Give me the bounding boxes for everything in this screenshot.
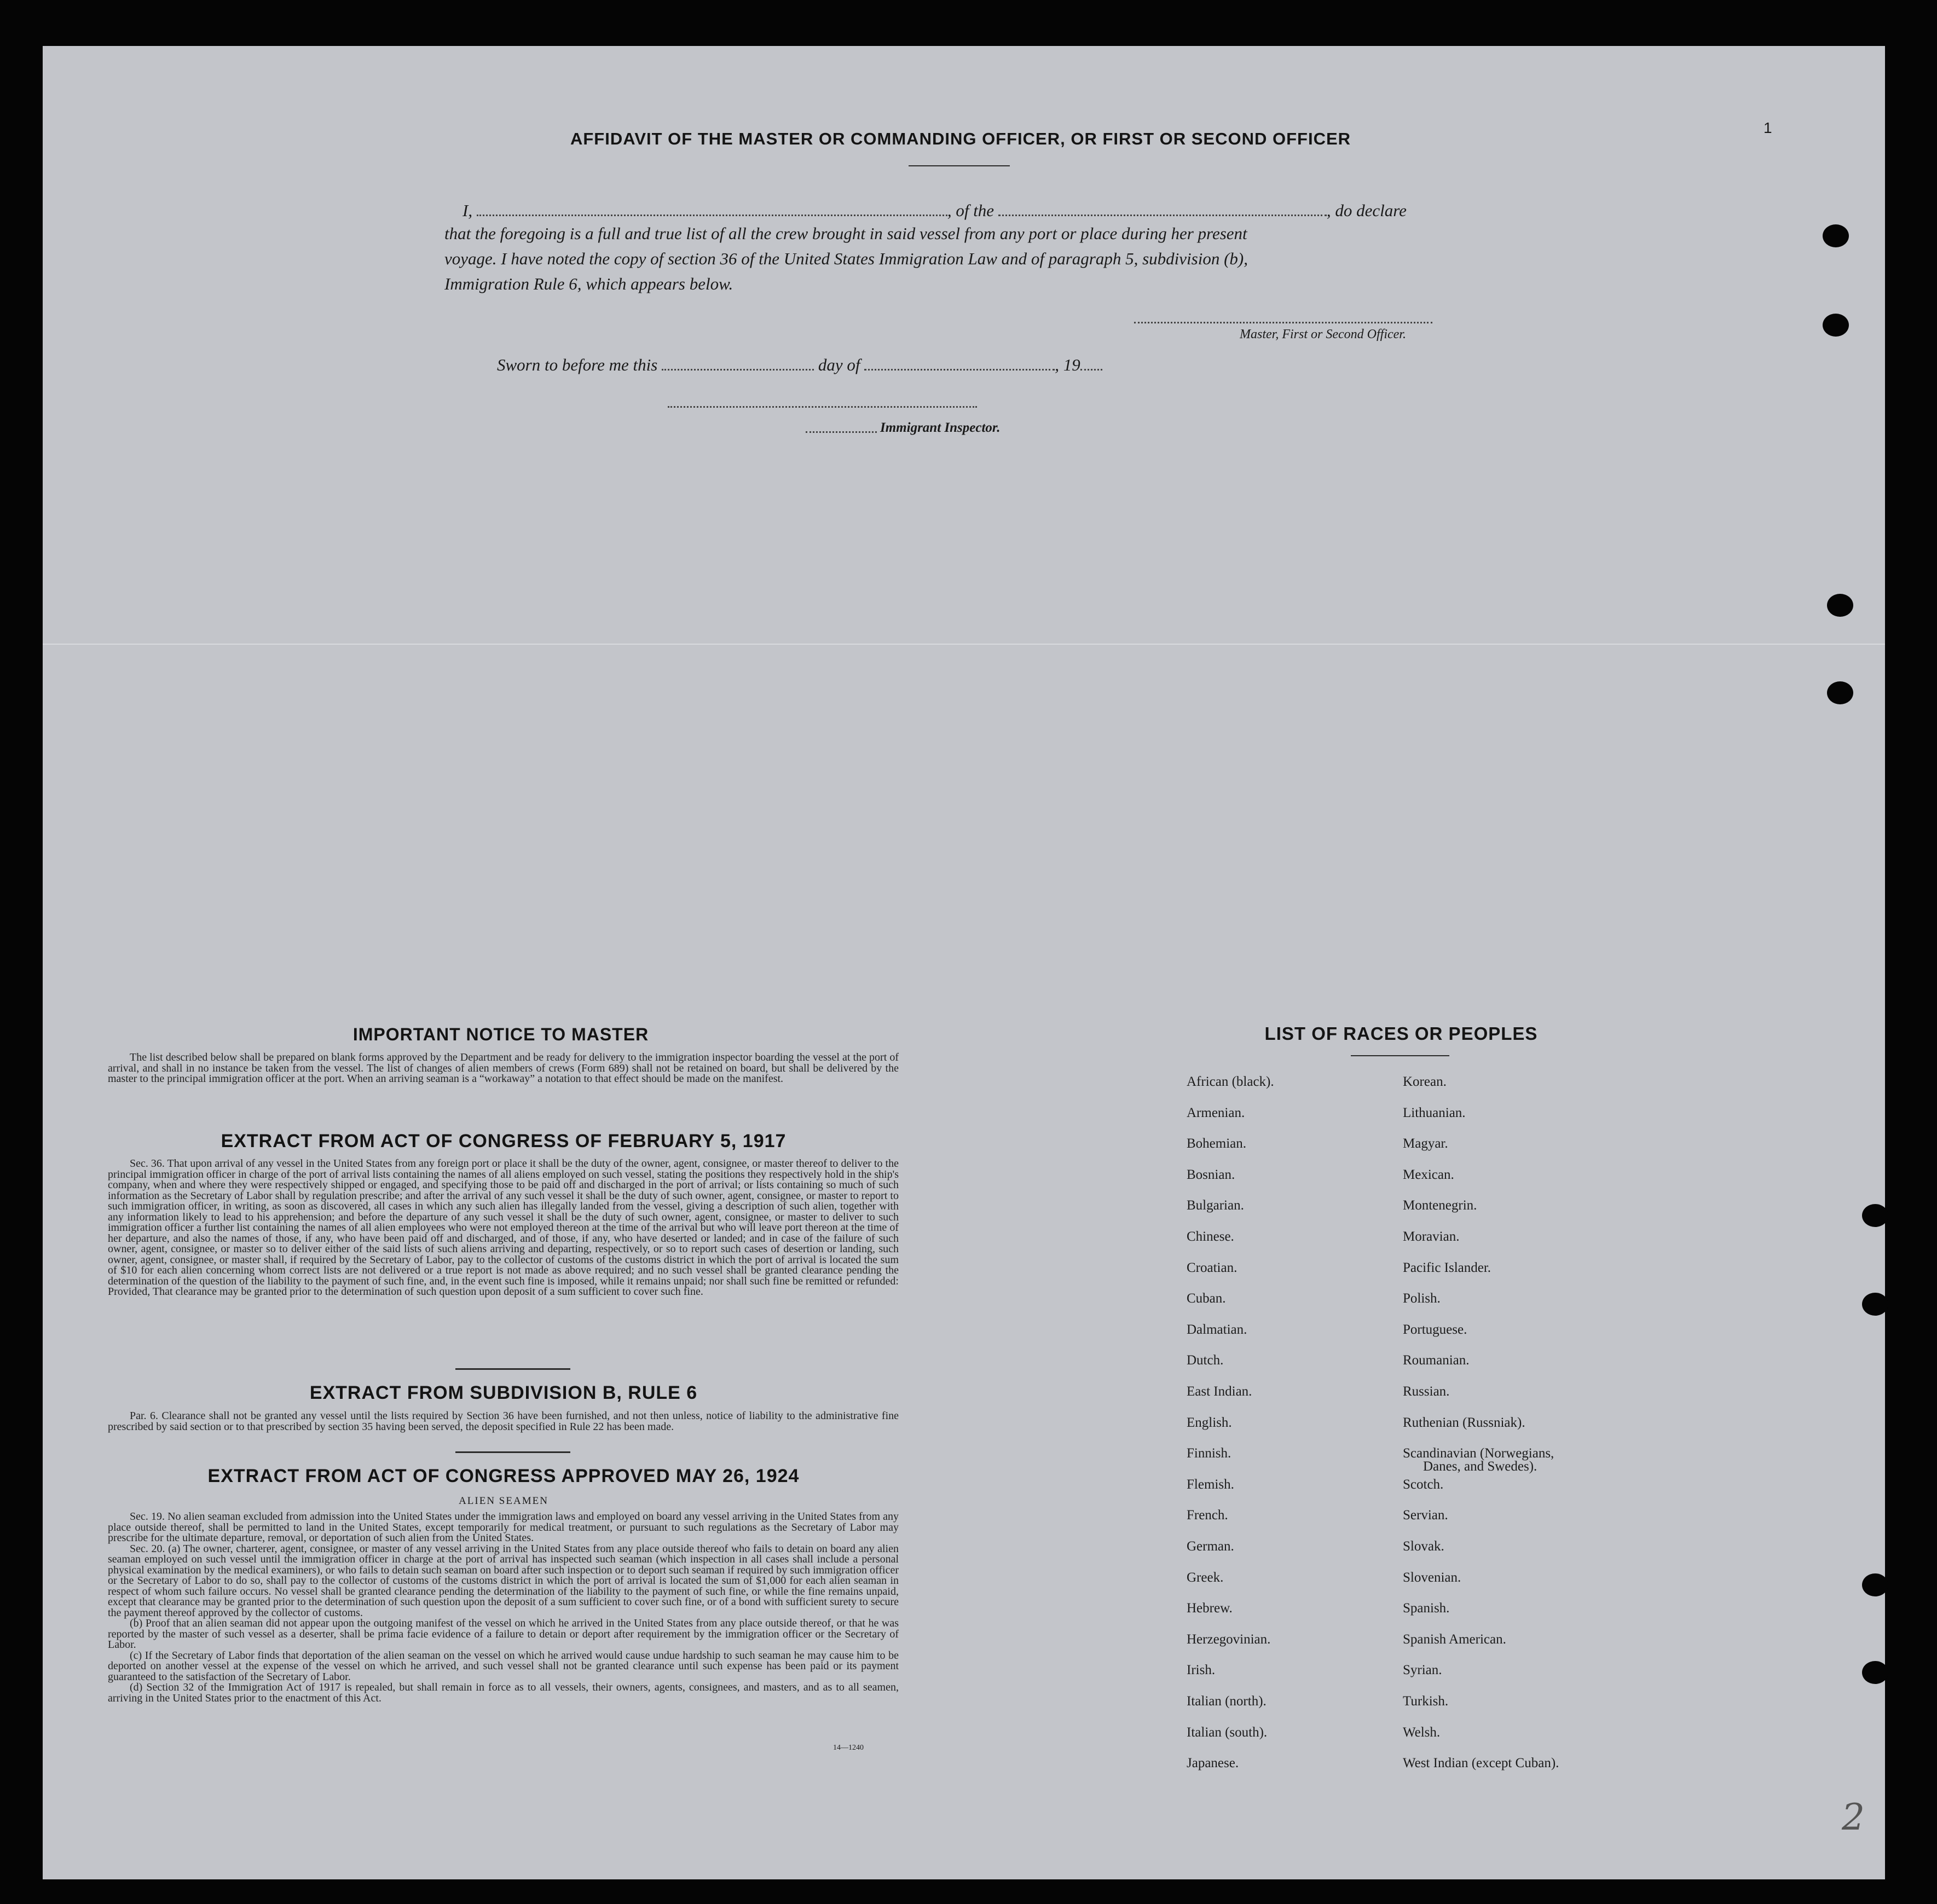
race-item: Korean. [1403, 1074, 1447, 1089]
race-item: Armenian. [1187, 1105, 1245, 1120]
race-item: African (black). [1187, 1074, 1274, 1089]
form-number: 14—1240 [833, 1744, 864, 1752]
extract-1917-title: EXTRACT FROM ACT OF CONGRESS OF FEBRUARY 5, 1917 [221, 1131, 787, 1151]
section-divider [455, 1368, 570, 1370]
punch-hole [1862, 1573, 1888, 1596]
race-item: Russian. [1403, 1384, 1450, 1399]
race-item: Spanish American. [1403, 1631, 1506, 1647]
race-item: Flemish. [1187, 1477, 1234, 1492]
race-item: Lithuanian. [1403, 1105, 1466, 1120]
sec-20d-paragraph: (d) Section 32 of the Immigration Act of 1917 is repealed, but shall remain in force as to all vessels, their owners, agents, consignees, and masters, and as to all seamen, arriving in the United States prior to the enactment of this Act. [108, 1681, 899, 1704]
races-title-divider [1351, 1055, 1449, 1056]
i-label: I, [462, 201, 473, 220]
sec-20a-paragraph: Sec. 20. (a) The owner, charterer, agent, consignee, or master of any vessel arriving in the United States from any place outside thereof who fails to detain on board any alien seaman employed on such vessel until the immigration officer in charge at the port of arrival has inspected such seaman (which inspection in all cases shall include a personal physical examination by the medical examiners), or who fails to detain such seaman on board after such inspection or to deport such seaman if required by such immigration officer or the Secretary of Labor to do so, shall pay to the collector of customs of the customs district in which the port of arrival is located the sum of $1,000 for each alien seaman in respect of whom such failure occurs. No vessel shall be granted clearance pending the determination of the liability to the payment of such fine, or while the fine remains unpaid, except that clearance may be granted prior to the determination of such question upon the deposit of a sum sufficient to cover such fine, or of a bond with sufficient surety to secure the payment thereof approved by the collector of customs. [108, 1542, 899, 1619]
race-item: Montenegrin. [1403, 1198, 1477, 1213]
of-the-label: , of the [947, 201, 994, 220]
race-item: West Indian (except Cuban). [1403, 1756, 1559, 1771]
race-item: Roumanian. [1403, 1353, 1470, 1368]
race-item: Slovak. [1403, 1539, 1444, 1554]
master-signature-label: Master, First or Second Officer. [1240, 327, 1406, 342]
page-number: 1 [1763, 119, 1772, 136]
do-declare-label: , do declare [1326, 201, 1407, 220]
race-item: Welsh. [1403, 1724, 1441, 1740]
extract-1924-text [108, 1512, 899, 1704]
punch-hole [1862, 1661, 1888, 1684]
day-of-label: day of [818, 355, 860, 374]
extract-1917-text [108, 1159, 899, 1298]
race-item: Moravian. [1403, 1229, 1460, 1244]
race-item: Spanish. [1403, 1601, 1450, 1616]
race-item: Cuban. [1187, 1291, 1226, 1306]
notice-paragraph: The list described below shall be prepared on blank forms approved by the Department and be ready for delivery to the immigration inspector boarding the vessel at the port of arrival, and shall in no instance be taken from the vessel. The list of changes of alien members of crews (Form 689) shall not be retained on board, but shall be delivered by the master to the principal immigration officer at the port. When an arriving seaman is a “workaway” a notation to that effect should be made on the manifest. [108, 1051, 899, 1085]
race-item: Italian (north). [1187, 1694, 1267, 1709]
race-item: East Indian. [1187, 1384, 1252, 1399]
declaration-line-3: Immigration Rule 6, which appears below. [444, 274, 733, 293]
race-item: Finnish. [1187, 1446, 1231, 1461]
race-item: Dutch. [1187, 1353, 1224, 1368]
inspector-label: Immigrant Inspector. [880, 420, 1001, 435]
sworn-label: Sworn to before me this [497, 355, 658, 374]
vessel-name-field[interactable] [998, 214, 1327, 216]
race-item: French. [1187, 1508, 1228, 1523]
race-item: Italian (south). [1187, 1724, 1268, 1740]
race-item: Polish. [1403, 1291, 1441, 1306]
punch-hole [1862, 1293, 1888, 1316]
notice-text [108, 1052, 899, 1085]
handwritten-page-mark: 2 [1842, 1796, 1865, 1838]
race-item: Croatian. [1187, 1260, 1238, 1275]
declaration-line-2: voyage. I have noted the copy of section 36 of the United States Immigration Law and of paragraph 5, subdivision (b), [444, 249, 1248, 268]
extract-rule6-title: EXTRACT FROM SUBDIVISION B, RULE 6 [309, 1382, 698, 1403]
punch-hole [1827, 681, 1853, 704]
page-fold-line [43, 644, 1885, 645]
race-item: Herzegovinian. [1187, 1631, 1271, 1647]
section-divider [455, 1451, 570, 1453]
race-item: Magyar. [1403, 1136, 1448, 1151]
race-item: Mexican. [1403, 1167, 1454, 1182]
race-item: Portuguese. [1403, 1322, 1467, 1337]
race-item-continuation: Danes, and Swedes). [1423, 1459, 1537, 1474]
master-signature-field[interactable] [1134, 322, 1432, 323]
title-divider [909, 165, 1010, 166]
race-item: Chinese. [1187, 1229, 1234, 1244]
affidavit-title: AFFIDAVIT OF THE MASTER OR COMMANDING OFFICER, OR FIRST OR SECOND OFFICER [570, 129, 1351, 148]
extract-1924-title: EXTRACT FROM ACT OF CONGRESS APPROVED MAY 26, 1924 [207, 1466, 800, 1486]
race-item: Pacific Islander. [1403, 1260, 1491, 1275]
race-item: Japanese. [1187, 1756, 1239, 1771]
race-item: Greek. [1187, 1570, 1224, 1585]
punch-hole [1827, 594, 1853, 617]
race-item: Servian. [1403, 1508, 1448, 1523]
race-item: Bohemian. [1187, 1136, 1247, 1151]
declarant-line [462, 198, 1478, 223]
race-item: Ruthenian (Russniak). [1403, 1415, 1525, 1430]
race-item: Hebrew. [1187, 1601, 1233, 1616]
inspector-signature-field[interactable] [668, 406, 977, 408]
race-item: Irish. [1187, 1663, 1216, 1678]
punch-hole [1862, 1204, 1888, 1227]
sec-19-paragraph: Sec. 19. No alien seaman excluded from admission into the United States under the immigration laws and employed on board any vessel arriving in the United States from any place outside thereof, shall be permitted to land in the United States, except temporarily for medical treatment, or pursuant to such regulations as the Secretary of Labor may prescribe for the ultimate departure, removal, or deportation of such alien from the United States. [108, 1511, 899, 1544]
sec-20b-paragraph: (b) Proof that an alien seaman did not appear upon the outgoing manifest of the vessel on which he arrived in the United States from any place outside thereof, or that he was reported by the master of such vessel as a deserter, shall be prima facie evidence of a failure to detain or deport after requirement by the immigration officer or the Secretary of Labor. [108, 1617, 899, 1651]
year-prefix: , 19 [1055, 355, 1080, 374]
race-item: Slovenian. [1403, 1570, 1461, 1585]
race-item: English. [1187, 1415, 1232, 1430]
sworn-day-field[interactable] [662, 368, 814, 371]
sec-20c-paragraph: (c) If the Secretary of Labor finds that deportation of the alien seaman on the vessel on which he arrived would cause undue hardship to such seaman he may cause him to be deported on another vessel at the expense of the vessel on which he arrived, and such vessel shall not be granted clearance until such expense has been paid or its payment guaranteed to the satisfaction of the Secretary of Labor. [108, 1649, 899, 1683]
sworn-month-field[interactable] [864, 368, 1055, 371]
extract-rule6-text [108, 1411, 899, 1432]
notice-title: IMPORTANT NOTICE TO MASTER [352, 1025, 649, 1044]
race-item: Scandinavian (Norwegians, [1403, 1446, 1554, 1461]
declarant-name-field[interactable] [477, 214, 947, 216]
race-item: Dalmatian. [1187, 1322, 1247, 1337]
sworn-year-field[interactable] [1080, 368, 1102, 371]
par-6-paragraph: Par. 6. Clearance shall not be granted any vessel until the lists required by Section 36 have been furnished, and not then unless, notice of liability to the administrative fine prescribed by said section or to that prescribed by section 35 having been served, the deposit specified in Rule 22 has been made. [108, 1410, 899, 1433]
punch-hole [1823, 314, 1849, 337]
alien-seamen-subtitle: ALIEN SEAMEN [459, 1495, 548, 1507]
race-item: Turkish. [1403, 1694, 1449, 1709]
race-item: Scotch. [1403, 1477, 1444, 1492]
race-item: Bulgarian. [1187, 1198, 1244, 1213]
races-title: LIST OF RACES OR PEOPLES [1264, 1023, 1538, 1044]
sworn-line [497, 352, 1102, 378]
race-item: Bosnian. [1187, 1167, 1235, 1182]
sec-36-paragraph: Sec. 36. That upon arrival of any vessel in the United States from any foreign port or place it shall be the duty of the owner, agent, consignee, or master thereof to deliver to the principal immigration officer in charge of the port of arrival lists containing the names of all aliens employed on such vessel, stating the positions they respectively hold in the ship's company, when and where they were respectively shipped or engaged, and specifying those to be paid off and discharged in the port of arrival; or lists containing so much of such information as the Secretary of Labor shall by regulation prescribe; and after the arrival of any such vessel it shall be the duty of such owner, agent, consignee, or master to report to such immigration officer, in writing, as soon as discovered, all cases in which any such alien has illegally landed from the vessel, giving a description of such alien, together with any information likely to lead to his apprehension; and before the departure of any such vessel it shall be the duty of such owner, agent, consignee, or master to deliver to such immigration officer a further list containing the names of all alien employees who were not employed thereon at the time of the arrival but who will leave port thereon at the time of her departure, and also the names of those, if any, who have been paid off and discharged, and of those, if any, who have deserted or landed; and in case of the failure of such owner, agent, consignee, or master so to deliver either of the said lists of such aliens arriving and departing, respectively, or so to report such cases of desertion or landing, such owner, agent, consignee, or master shall, if required by the Secretary of Labor, pay to the collector of customs of the customs district in which the port of arrival is located the sum of $10 for each alien concerning whom correct lists are not delivered or a true report is not made as above required; and no such vessel shall be granted clearance pending the determination of the question of the liability to the payment of such fine, and, in the event such fine is imposed, while it remains unpaid; nor shall such fine be remitted or refunded: Provided, That clearance may be granted prior to the determination of such question upon deposit of a sum sufficient to cover such fine. [108, 1158, 899, 1298]
punch-hole [1823, 224, 1849, 247]
race-item: German. [1187, 1539, 1234, 1554]
declaration-line-1: that the foregoing is a full and true list of all the crew brought in said vessel from any port or place during her present [444, 224, 1247, 243]
race-item: Syrian. [1403, 1663, 1442, 1678]
inspector-dot-leader [806, 431, 877, 433]
